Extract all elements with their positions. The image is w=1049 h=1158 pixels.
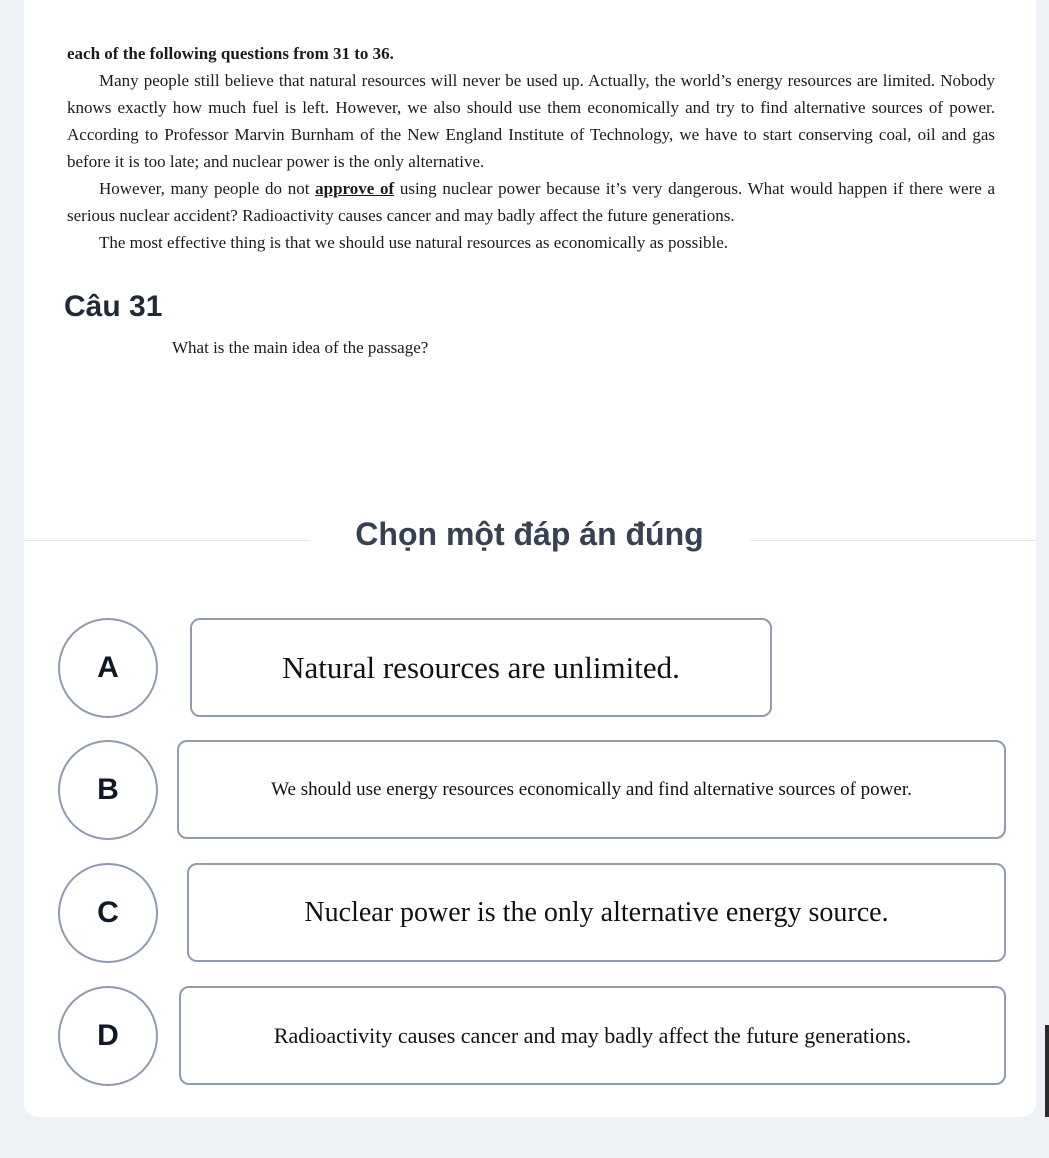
edge-scroll-marker [1045, 1025, 1049, 1117]
passage-instruction: each of the following questions from 31 to 36. [67, 44, 394, 63]
passage-paragraph-2 [67, 175, 995, 229]
option-d-answer[interactable] [179, 986, 1006, 1085]
passage-paragraph-3: The most effective thing is that we should use natural resources as economically as possible. [99, 233, 728, 252]
option-c-text: Nuclear power is the only alternative energy source. [304, 896, 889, 928]
question-title: Câu 31 [64, 290, 163, 323]
option-a-text: Natural resources are unlimited. [282, 649, 680, 685]
divider-left [24, 540, 309, 541]
passage-paragraph-2-end: using nuclear power because it’s very dangerous. What would happen if there were a serious nuclear accident? Radioactivity causes cancer and may badly affect the future generations. [67, 179, 996, 225]
option-b-text: We should use energy resources economically and find alternative sources of power. [271, 778, 912, 800]
option-b-circle[interactable]: B [58, 740, 158, 840]
option-a-circle[interactable]: A [58, 618, 158, 718]
reading-passage [67, 40, 995, 256]
option-b-answer[interactable] [177, 740, 1006, 839]
passage-paragraph-2-start: However, many people do not [99, 179, 316, 198]
option-c-answer[interactable] [187, 863, 1006, 962]
option-d-text: Radioactivity causes cancer and may badly affect the future generations. [273, 1022, 912, 1048]
answer-section-title: Chọn một đáp án đúng [355, 516, 704, 552]
passage-paragraph-1: Many people still believe that natural resources will never be used up. Actually, the world’s energy resources are limited. Nobody knows exactly how much fuel is left. However, we also should use them economically and try to find alternative sources of power. According to Professor Marvin Burnham of the New England Institute of Technology, we have to start conserving coal, oil and gas before it is too late; and nuclear power is the only alternative. [67, 71, 995, 171]
option-a-answer[interactable] [190, 618, 772, 717]
highlighted-phrase: approve of [315, 179, 395, 198]
option-c-circle[interactable]: C [58, 863, 158, 963]
option-d-circle[interactable]: D [58, 986, 158, 1086]
divider-right [750, 540, 1036, 541]
question-text: What is the main idea of the passage? [172, 338, 429, 357]
